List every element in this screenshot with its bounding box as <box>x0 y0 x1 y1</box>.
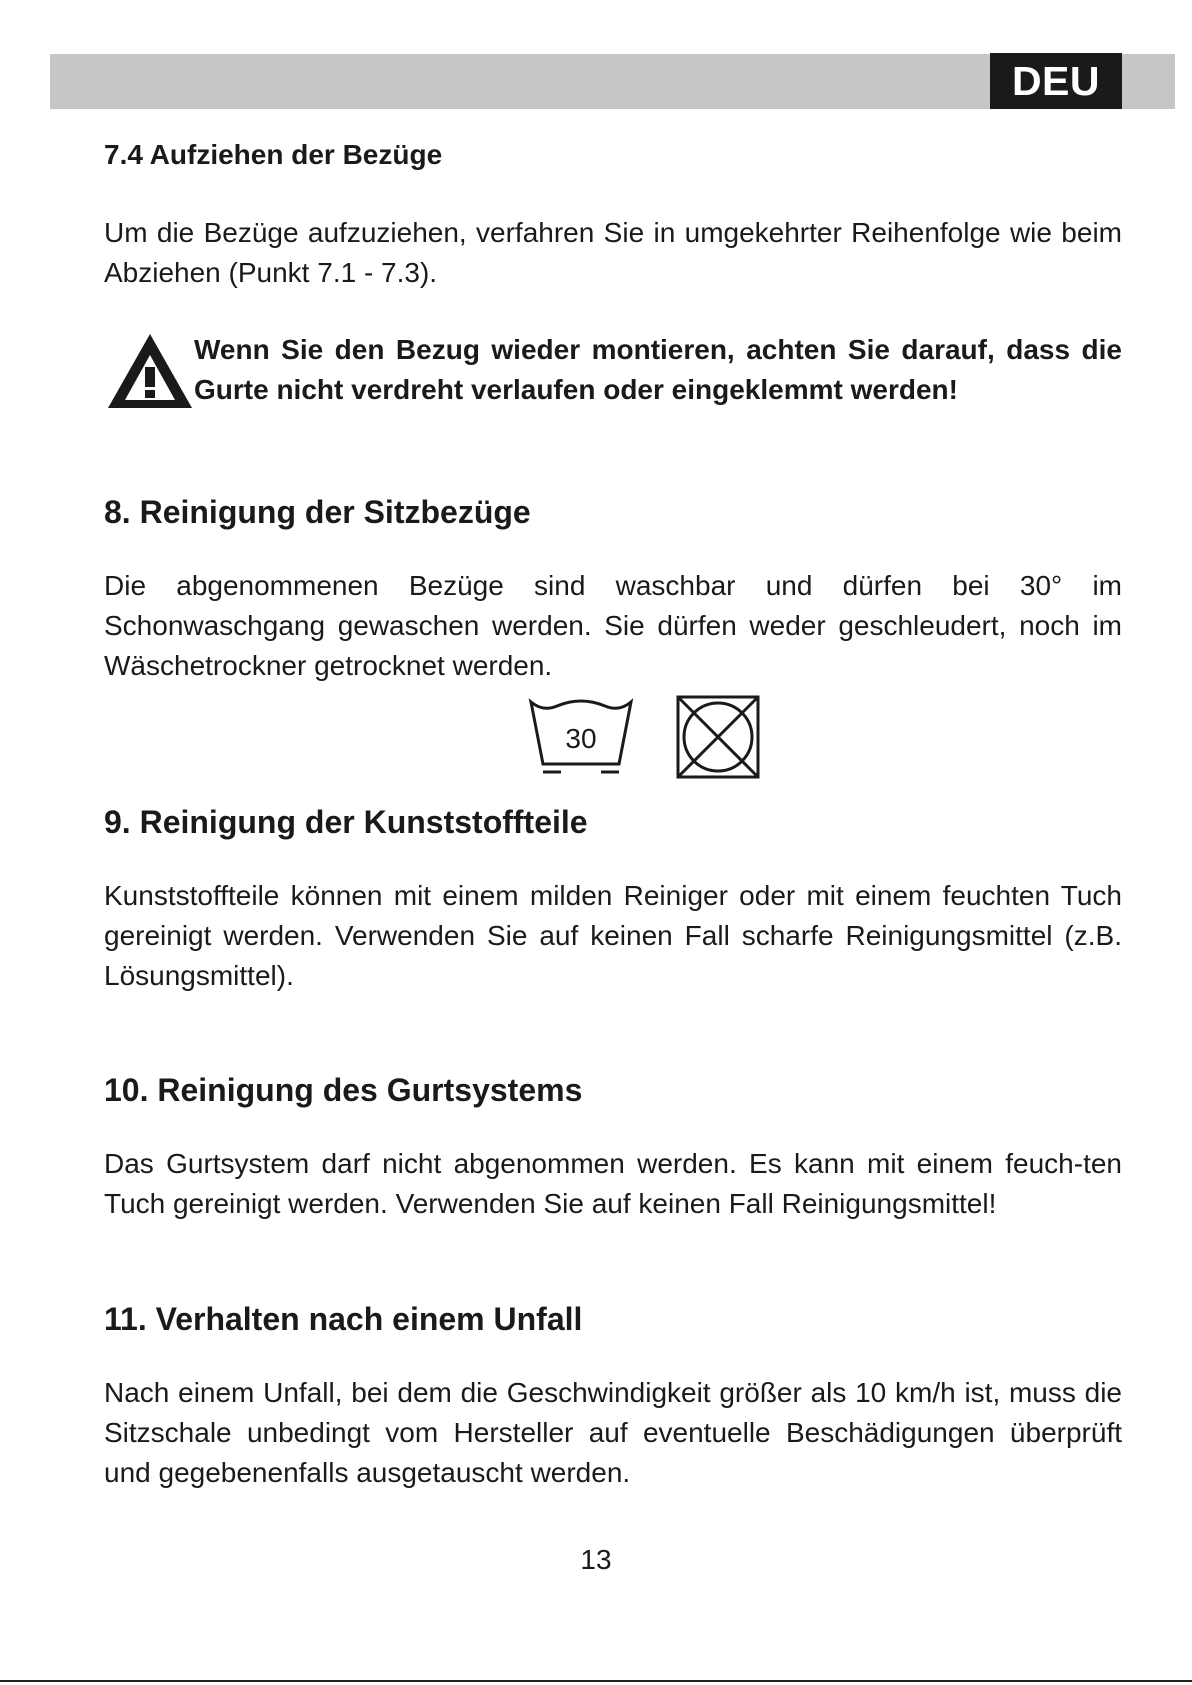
page-content <box>104 137 1122 1493</box>
section-8-text: Die abgenommenen Bezüge sind waschbar und dürfen bei 30° im Schonwaschgang gewaschen werden. Sie dürfen weder geschleudert, noch im Wäschetrockner getrocknet werden. <box>104 570 1122 681</box>
section-11-text: Nach einem Unfall, bei dem die Geschwindigkeit größer als 10 km/h ist, muss die Sitzschale unbedingt vom Hersteller auf eventuelle Beschädigungen überprüft und gegebenenfalls ausgetauscht werden. <box>104 1377 1122 1488</box>
wash-30-icon <box>527 694 635 785</box>
wash-temperature: 30 <box>565 723 597 754</box>
section-8-title: 8. Reinigung der Sitzbezüge <box>104 494 531 530</box>
section-11-title: 11. Verhalten nach einem Unfall <box>104 1301 583 1337</box>
bottom-rule <box>0 1680 1192 1682</box>
section-9-title: 9. Reinigung der Kunststoffteile <box>104 804 588 840</box>
page-number: 13 <box>580 1544 612 1575</box>
section-10-title: 10. Reinigung des Gurtsystems <box>104 1072 583 1108</box>
warning-triangle-icon <box>104 330 194 417</box>
language-badge: DEU <box>990 53 1122 109</box>
warning-box <box>104 330 1122 417</box>
section-7-4-text: Um die Bezüge aufzuziehen, verfahren Sie in umgekehrter Reihenfolge wie beim Abziehen (Punkt 7.1 - 7.3). <box>104 217 1122 288</box>
section-7-4-title: 7.4 Aufziehen der Bezüge <box>104 139 443 170</box>
no-tumble-dry-icon <box>675 694 761 785</box>
section-9-text: Kunststoffteile können mit einem milden Reiniger oder mit einem feuchten Tuch gereinigt werden. Verwenden Sie auf keinen Fall scharfe Reinigungsmittel (z.B. Lösungsmittel). <box>104 880 1122 991</box>
section-10-text: Das Gurtsystem darf nicht abgenommen werden. Es kann mit einem feuch-ten Tuch gereinigt werden. Verwenden Sie auf keinen Fall Reinigungsmittel! <box>104 1148 1122 1219</box>
warning-text: Wenn Sie den Bezug wieder montieren, achten Sie darauf, dass die Gurte nicht verdreht verlaufen oder eingeklemmt werden! <box>194 334 1122 405</box>
care-symbols <box>166 694 1122 785</box>
